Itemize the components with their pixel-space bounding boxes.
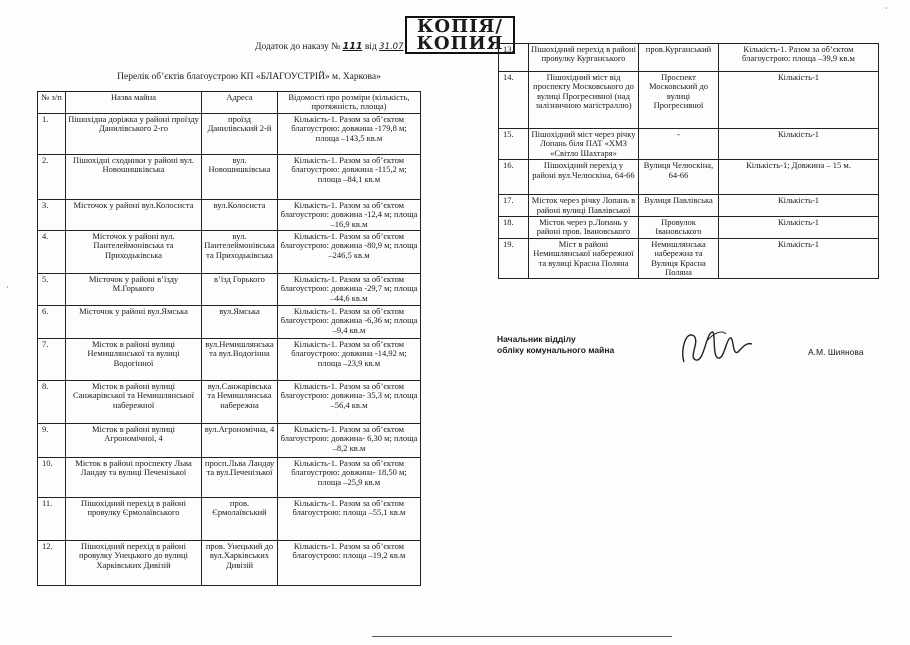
object-name: Місток в районі проспекту Льва Ландау та вулиці Печенізької bbox=[66, 458, 202, 498]
table-row bbox=[38, 381, 421, 424]
object-address: в’їзд Горького bbox=[202, 274, 278, 306]
object-name: Місток в районі вулиці Немишлянської та вулиці Водогінної bbox=[66, 339, 202, 381]
object-info: Кількість-1. Разом за об’єктом благоустрою: площа –39,9 кв.м bbox=[719, 44, 879, 72]
row-number: 15. bbox=[499, 129, 529, 160]
object-address: вул.Немишлянська та вул.Водогінна bbox=[202, 339, 278, 381]
row-number: 14. bbox=[499, 72, 529, 129]
object-address: просп.Льва Ландау та вул.Печенізької bbox=[202, 458, 278, 498]
object-info: Кількість-1. Разом за об’єктом благоустрою: довжина- 18,50 м; площа –25,9 кв.м bbox=[278, 458, 421, 498]
signatory-title-line-2: обліку комунального майна bbox=[497, 345, 615, 355]
bottom-rule bbox=[372, 636, 672, 637]
object-address: вул. Новошишківська bbox=[202, 154, 278, 199]
table-row bbox=[38, 154, 421, 199]
table-row bbox=[499, 238, 879, 279]
row-number: 8. bbox=[38, 381, 66, 424]
row-number: 9. bbox=[38, 424, 66, 458]
object-name: Пішохідний міст від проспекту Московського до вулиці Прогресивної (над залізничною магістраллю) bbox=[529, 72, 639, 129]
object-name: Міст в районі Немишлянської набережної та вулиці Красна Поляна bbox=[529, 238, 639, 279]
row-number: 7. bbox=[38, 339, 66, 381]
object-info: Кількість-1. Разом за об’єктом благоустрою: довжина -80,9 м; площа –246,5 кв.м bbox=[278, 231, 421, 274]
row-number: 1. bbox=[38, 113, 66, 154]
object-address: вул. Пантелеймонівська та Приходьківська bbox=[202, 231, 278, 274]
object-name: Місток через річку Лопань в районі вулиці Павлівської bbox=[529, 195, 639, 217]
object-name: Місточок у районі в’їзду М.Горького bbox=[66, 274, 202, 306]
col-header-num: № з/п bbox=[38, 92, 66, 114]
row-number: 2. bbox=[38, 154, 66, 199]
stamp-line-1: КОПІЯ/ bbox=[417, 16, 503, 37]
table-row bbox=[38, 541, 421, 586]
object-info: Кількість-1 bbox=[719, 238, 879, 279]
order-date: 31.07 bbox=[379, 42, 404, 52]
object-address: вул.Санжарівська та Немишлянська набережна bbox=[202, 381, 278, 424]
object-info: Кількість-1. Разом за об’єктом благоустрою: довжина -12,4 м; площа –16,9 кв.м bbox=[278, 199, 421, 230]
object-address: пров.Курганський bbox=[639, 44, 719, 72]
object-info: Кількість-1 bbox=[719, 195, 879, 217]
signatory-title bbox=[497, 334, 614, 356]
object-name: Пішохідний перехід у районі вул.Челюскіна, 64-66 bbox=[529, 160, 639, 195]
row-number: 13. bbox=[499, 44, 529, 72]
table-row bbox=[499, 195, 879, 217]
object-name: Місточок у районі вул.Колосиста bbox=[66, 199, 202, 230]
objects-table-right bbox=[498, 43, 879, 279]
table-row bbox=[38, 424, 421, 458]
row-number: 12. bbox=[38, 541, 66, 586]
row-number: 10. bbox=[38, 458, 66, 498]
table-row bbox=[499, 72, 879, 129]
object-info: Кількість-1 bbox=[719, 72, 879, 129]
object-address: вул.Агрономічна, 4 bbox=[202, 424, 278, 458]
row-number: 6. bbox=[38, 306, 66, 339]
row-number: 19. bbox=[499, 238, 529, 279]
table-row bbox=[38, 306, 421, 339]
list-title: Перелік об’єктів благоустрою КП «БЛАГОУСТРІЙ» м. Харкова» bbox=[117, 72, 381, 82]
stamp-line-2: КОПИЯ bbox=[416, 33, 504, 54]
table-row bbox=[499, 44, 879, 72]
scan-mark-left: · bbox=[6, 283, 9, 292]
row-number: 16. bbox=[499, 160, 529, 195]
object-address: вул.Колосиста bbox=[202, 199, 278, 230]
col-header-name: Назва майна bbox=[66, 92, 202, 114]
signatory-title-line-1: Начальник відділу bbox=[497, 334, 576, 344]
scan-mark-top: · bbox=[885, 4, 888, 13]
object-name: Місточок у районі вул.Ямська bbox=[66, 306, 202, 339]
date-prefix: від bbox=[364, 42, 377, 52]
row-number: 5. bbox=[38, 274, 66, 306]
col-header-address: Адреса bbox=[202, 92, 278, 114]
object-name: Пішохідна доріжка у районі проїзду Данилівського 2-го bbox=[66, 113, 202, 154]
object-name: Пішохідний перехід в районі провулку Курганського bbox=[529, 44, 639, 72]
table-header-row bbox=[38, 92, 421, 114]
table-row bbox=[38, 458, 421, 498]
signatory-name: А.М. Шиянова bbox=[808, 347, 864, 357]
handwritten-signature bbox=[676, 322, 756, 372]
object-name: Пішохідний міст через річку Лопань біля ПАТ «ХМЗ «Світло Шахтаря» bbox=[529, 129, 639, 160]
table-row bbox=[38, 113, 421, 154]
table-row bbox=[38, 274, 421, 306]
order-number: 111 bbox=[342, 41, 363, 52]
row-number: 3. bbox=[38, 199, 66, 230]
table-row bbox=[38, 498, 421, 541]
object-info: Кількість-1. Разом за об’єктом благоустрою: площа –55,1 кв.м bbox=[278, 498, 421, 541]
object-address: Немишлянська набережна та Вулиця Красна Поляна bbox=[639, 238, 719, 279]
table-row bbox=[38, 199, 421, 230]
object-name: Пішохідні сходинки у районі вул. Новошишківська bbox=[66, 154, 202, 199]
object-name: Пішохідний перехід в районі провулку Унецького до вулиці Харківських Дивізій bbox=[66, 541, 202, 586]
row-number: 17. bbox=[499, 195, 529, 217]
row-number: 11. bbox=[38, 498, 66, 541]
col-header-info: Відомості про розміри (кількість, протяжність, площа) bbox=[278, 92, 421, 114]
object-info: Кількість-1. Разом за об’єктом благоустрою: площа –19,2 кв.м bbox=[278, 541, 421, 586]
object-info: Кількість-1. Разом за об’єктом благоустрою: довжина -115,2 м; площа –84,1 кв.м bbox=[278, 154, 421, 199]
object-info: Кількість-1. Разом за об’єктом благоустрою: довжина- 35,3 м; площа –56,4 кв.м bbox=[278, 381, 421, 424]
object-info: Кількість-1 bbox=[719, 129, 879, 160]
object-info: Кількість-1 bbox=[719, 217, 879, 239]
object-address: Проспект Московський до вулиці Прогресивної bbox=[639, 72, 719, 129]
row-number: 18. bbox=[499, 217, 529, 239]
object-info: Кількість-1; Довжина – 15 м. bbox=[719, 160, 879, 195]
object-address: вул.Ямська bbox=[202, 306, 278, 339]
row-number: 4. bbox=[38, 231, 66, 274]
table-row bbox=[38, 231, 421, 274]
object-info: Кількість-1. Разом за об’єктом благоустрою: довжина- 6,30 м; площа –8,2 кв.м bbox=[278, 424, 421, 458]
object-address: Вулиця Челюскіна, 64-66 bbox=[639, 160, 719, 195]
object-address: пров. Унецький до вул.Харківських Дивізій bbox=[202, 541, 278, 586]
table-row bbox=[38, 339, 421, 381]
object-info: Кількість-1. Разом за об’єктом благоустрою: довжина -14,92 м; площа –23,9 кв.м bbox=[278, 339, 421, 381]
object-name: Пішохідний перехід в районі провулку Єрмолаївського bbox=[66, 498, 202, 541]
order-reference bbox=[255, 41, 415, 52]
table-row bbox=[499, 160, 879, 195]
table-row bbox=[499, 217, 879, 239]
order-prefix: Додаток до наказу № bbox=[255, 42, 341, 52]
object-name: Місточок у районі вул. Пантелеймонівська та Приходьківська bbox=[66, 231, 202, 274]
object-info: Кількість-1. Разом за об’єктом благоустрою: довжина -6,36 м; площа –9,4 кв.м bbox=[278, 306, 421, 339]
objects-table-left bbox=[37, 91, 421, 586]
object-address: - bbox=[639, 129, 719, 160]
table-row bbox=[499, 129, 879, 160]
object-name: Місток через р.Лопань у районі пров. Івановського bbox=[529, 217, 639, 239]
object-info: Кількість-1. Разом за об’єктом благоустрою: довжина -29,7 м; площа –44,6 кв.м bbox=[278, 274, 421, 306]
object-address: Провулок Івановського bbox=[639, 217, 719, 239]
object-name: Місток в районі вулиці Санжарівської та Немишлянської набережної bbox=[66, 381, 202, 424]
object-name: Місток в районі вулиці Агрономічної, 4 bbox=[66, 424, 202, 458]
object-address: пров. Єрмолаївський bbox=[202, 498, 278, 541]
object-info: Кількість-1. Разом за об’єктом благоустрою: довжина -179,8 м; площа –143,5 кв.м bbox=[278, 113, 421, 154]
object-address: Вулиця Павлівська bbox=[639, 195, 719, 217]
object-address: проїзд Данилівський 2-й bbox=[202, 113, 278, 154]
